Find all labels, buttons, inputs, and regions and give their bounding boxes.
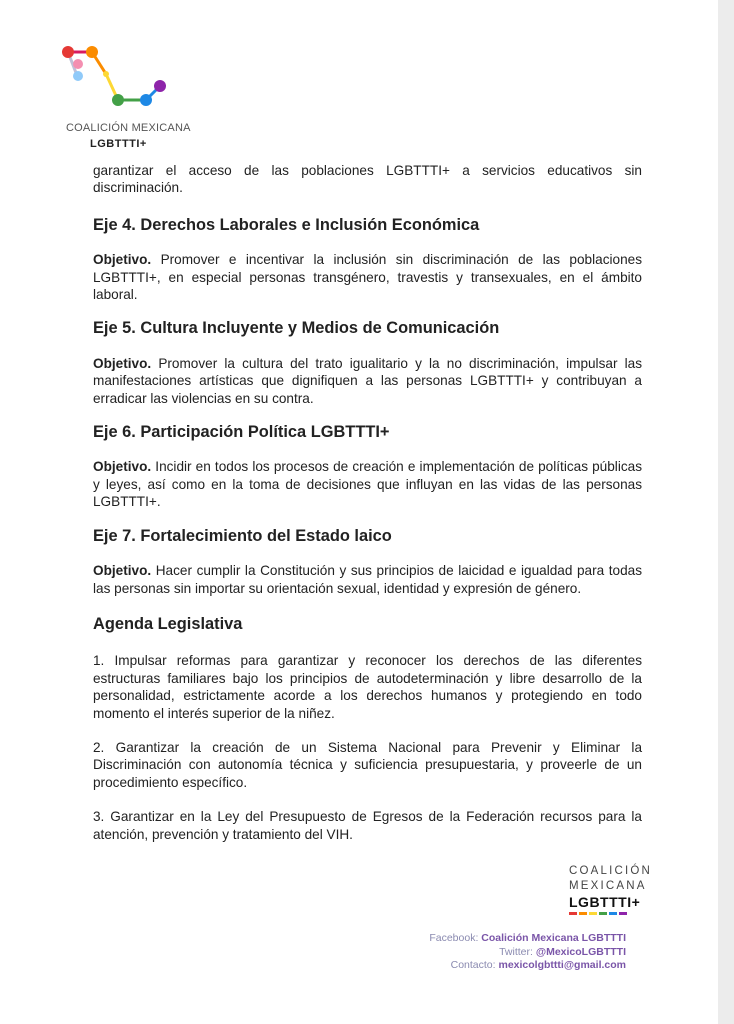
contact-label: Contacto:: [450, 959, 496, 972]
logo-line-2: LGBTTTI+: [90, 138, 147, 150]
agenda-item-1: 1. Impulsar reformas para garantizar y reconocer los derechos de las diferentes estructuras familiares bajo los principios de autodeterminación y libre desarrollo de la personalidad, estrictamente acorde a los derechos humanos y protegiendo en todo momento el interés superior de la niñez.: [93, 653, 642, 721]
axis-5-paragraph: [93, 355, 642, 407]
axis-6-text: Incidir en todos los procesos de creación e implementación de políticas públicas y leyes, así como en la toma de decisiones que influyan en las vidas de las personas LGBTTTI+.: [93, 459, 642, 510]
facebook-link[interactable]: Coalición Mexicana LGBTTTI: [481, 932, 626, 944]
axis-6-paragraph: [93, 458, 642, 510]
axis-7-text: Hacer cumplir la Constitución y sus principios de laicidad e igualdad para todas las personas sin importar su orientación sexual, identidad y expresión de género.: [93, 563, 642, 596]
facebook-label: Facebook:: [429, 932, 479, 944]
axis-7-title: Eje 7. Fortalecimiento del Estado laico: [93, 526, 392, 545]
scroll-gutter: [718, 0, 734, 1024]
axis-4-title: Eje 4. Derechos Laborales e Inclusión Económica: [93, 215, 480, 234]
facebook-line: [306, 932, 626, 946]
footer-logo-line-2: MEXICANA: [569, 880, 647, 892]
logo-graphic: [56, 40, 186, 120]
objective-label: Objetivo.: [93, 563, 152, 579]
axis-4-text: Promover e incentivar la inclusión sin discriminación de las poblaciones LGBTTTI+, en especial personas transgénero, travestis y transexuales, en el ámbito laboral.: [93, 252, 642, 303]
twitter-label: Twitter:: [499, 945, 533, 958]
axis-5-title: Eje 5. Cultura Incluyente y Medios de Comunicación: [93, 319, 500, 338]
footer-logo-line-3: LGBTTTI+: [569, 894, 641, 910]
document-body: [93, 162, 642, 843]
agenda-item-3: 3. Garantizar en la Ley del Presupuesto de Egresos de la Federación recursos para la atención, prevención y tratamiento del VIH.: [93, 809, 642, 842]
agenda-title: Agenda Legislativa: [93, 614, 243, 633]
footer-logo: [569, 864, 653, 920]
agenda-item-2: 2. Garantizar la creación de un Sistema Nacional para Prevenir y Eliminar la Discriminación con autonomía técnica y suficiencia presupuestaria, y proveerle de un procedimiento específico.: [93, 739, 642, 790]
axis-6-title: Eje 6. Participación Política LGBTTTI+: [93, 423, 390, 442]
contact-line: [306, 959, 626, 973]
intro-paragraph: garantizar el acceso de las poblaciones LGBTTTI+ a servicios educativos sin discriminación.: [93, 163, 642, 196]
coalition-logo: [56, 40, 196, 160]
contact-info: [306, 932, 626, 973]
objective-label: Objetivo.: [93, 252, 152, 268]
axis-7-paragraph: [93, 562, 642, 597]
twitter-link[interactable]: @MexicoLGBTTTI: [535, 945, 626, 958]
axis-5-text: Promover la cultura del trato igualitario y la no discriminación, impulsar las manifestaciones artísticas que dignifiquen a las personas LGBTTTI+ y contribuyan a erradicar las violencias en su contra.: [93, 355, 642, 406]
email-link[interactable]: mexicolgbttti@gmail.com: [498, 959, 626, 972]
rainbow-bar: [569, 912, 649, 915]
footer-logo-line-1: COALICIÓN: [569, 865, 653, 877]
objective-label: Objetivo.: [93, 459, 152, 475]
twitter-line: [306, 946, 626, 960]
objective-label: Objetivo.: [93, 355, 152, 371]
axis-4-paragraph: [93, 251, 642, 303]
logo-line-1: COALICIÓN MEXICANA: [66, 122, 191, 134]
